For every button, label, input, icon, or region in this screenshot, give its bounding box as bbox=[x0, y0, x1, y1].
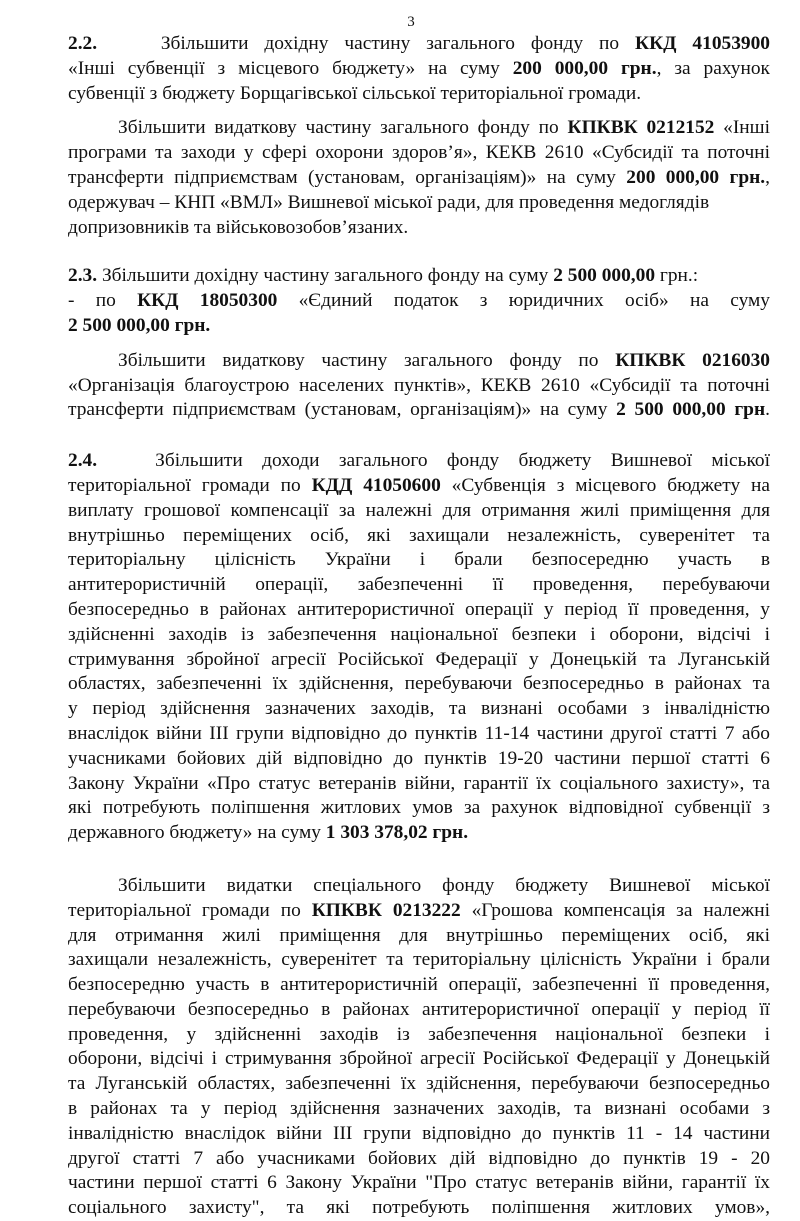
text-line: безпосередньо в районах антитерористичної операції у період її проведення, у bbox=[68, 598, 770, 620]
text-line: територіальної громади по КДД 41050600 «Субвенція з місцевого бюджету на bbox=[68, 474, 770, 496]
text-line: перебуваючи безпосередньо в районах антитерористичної операції у період її bbox=[68, 998, 770, 1020]
text-line: «Організація благоустрою населених пунктів», КЕКВ 2610 «Субсидії та поточні bbox=[68, 374, 770, 396]
text-line: учасниками бойових дій відповідно до пунктів 19-20 частини першої статті 6 bbox=[68, 747, 770, 769]
amount: 2 500 000,00 грн. bbox=[68, 314, 211, 336]
section-2-3 bbox=[68, 264, 770, 423]
text-line: антитерористичній операції, забезпеченні її проведення, перебуваючи bbox=[68, 574, 770, 596]
text-line: частини першої статті 6 Закону України "Про статус ветеранів війни, гарантії їх bbox=[68, 1172, 770, 1194]
budget-code: КДД 41050600 bbox=[311, 474, 441, 496]
section-number: 2.3. bbox=[68, 265, 98, 287]
text-line: в районах та у період здійснення зазначених заходів, та визнані особами з bbox=[68, 1098, 770, 1120]
text-line: та Луганській областях, забезпеченні їх здійснення, перебуваючи безпосередньо bbox=[68, 1073, 770, 1095]
text-line: областях, забезпеченні їх здійснення, перебуваючи безпосередньо в районах та bbox=[68, 673, 770, 695]
amount: 200 000,00 грн. bbox=[512, 57, 657, 79]
text-line: виплату грошової компенсації за належні для отримання жилі приміщення для bbox=[68, 499, 770, 521]
budget-code: ККД 41053900 bbox=[635, 33, 770, 54]
budget-code: ККД 18050300 bbox=[137, 290, 278, 312]
budget-code: КПКВК 0216030 bbox=[615, 349, 770, 371]
text-line: 2.2. Збільшити дохідну частину загального фонду по ККД 41053900 bbox=[68, 33, 770, 54]
text-line: Збільшити видаткову частину загального фонду по КПКВК 0216030 bbox=[118, 349, 770, 371]
text-line: програми та заходи у сфері охорони здоров’я», КЕКВ 2610 «Субсидії та поточні bbox=[68, 142, 770, 164]
budget-code: КПКВК 0212152 bbox=[567, 117, 715, 139]
section-number: 2.2. bbox=[68, 33, 98, 54]
text-line: 2.4. Збільшити доходи загального фонду бюджету Вишневої міської bbox=[68, 450, 770, 472]
section-2-4 bbox=[68, 449, 770, 846]
text-line: територіальної громади по КПКВК 0213222 «Грошова компенсація за належні bbox=[68, 899, 770, 921]
text-line: трансферти підприємствам (установам, організаціям)» на суму 2 500 000,00 грн. bbox=[68, 399, 770, 421]
text-line bbox=[68, 314, 770, 339]
text-line: стримування збройної агресії Російської Федерації у Донецькій та Луганській bbox=[68, 648, 770, 670]
amount: 2 500 000,00 грн bbox=[616, 399, 766, 421]
text-line: у період здійснення зазначених заходів, та визнані особами з інвалідністю bbox=[68, 698, 770, 720]
text-line: захищали незалежність, суверенітет та територіальну цілісність України і брали bbox=[68, 949, 770, 971]
text-line: одержувач – КНП «ВМЛ» Вишневої міської ради, для проведення медоглядів bbox=[68, 191, 710, 213]
text-line: внутрішньо переміщених осіб, які захищали незалежність, суверенітет та bbox=[68, 524, 770, 546]
text-line: субвенції з бюджету Борщагівської сільської територіальної громади. bbox=[68, 82, 642, 104]
text-line: другої статті 7 або учасниками бойових дій відповідно до пунктів 19 - 20 bbox=[68, 1147, 770, 1169]
text-line: які потребують поліпшення житлових умов за рахунок відповідної субвенції з bbox=[68, 797, 770, 819]
text-line: здійсненні заходів із забезпечення національної безпеки і оборони, відсічі і bbox=[68, 623, 770, 645]
text-line: Збільшити видатки спеціального фонду бюджету Вишневої міської bbox=[118, 874, 770, 896]
text-line: територіальну цілісність України і брали безпосередню участь в bbox=[68, 549, 770, 571]
text-line: Збільшити видаткову частину загального фонду по КПКВК 0212152 «Інші bbox=[118, 117, 770, 139]
page-number: 3 bbox=[407, 14, 415, 30]
text-line: внаслідок війни ІІІ групи відповідно до пунктів 11-14 частини другої статті 7 або bbox=[68, 722, 770, 744]
amount: 1 303 378,02 грн. bbox=[325, 822, 469, 844]
text-line: - по ККД 18050300 «Єдиний податок з юридичних осіб» на суму bbox=[68, 290, 770, 312]
text-line: трансферти підприємствам (установам, організаціям)» на суму 200 000,00 грн., bbox=[68, 166, 770, 188]
section-number: 2.4. bbox=[68, 450, 98, 472]
text-line: для отримання жилі приміщення для внутрішньо переміщених осіб, які bbox=[68, 924, 770, 946]
section-2-4-expenses bbox=[68, 874, 770, 1221]
text-line: 2.3. Збільшити дохідну частину загального фонду на суму 2 500 000,00 грн.: bbox=[68, 265, 699, 287]
text-line: Закону України «Про статус ветеранів війни, гарантії їх соціального захисту», та bbox=[68, 772, 770, 794]
text-line: державного бюджету» на суму 1 303 378,02 грн. bbox=[68, 822, 469, 844]
section-2-2 bbox=[68, 32, 770, 240]
text-line: допризовників та військовозобов’язаних. bbox=[68, 216, 409, 238]
text-line: «Інші субвенції з місцевого бюджету» на суму 200 000,00 грн., за рахунок bbox=[68, 57, 770, 79]
text-line: соціального захисту", та які потребують поліпшення житлових умов», bbox=[68, 1197, 770, 1219]
amount: 200 000,00 грн. bbox=[626, 166, 766, 188]
budget-code: КПКВК 0213222 bbox=[311, 899, 461, 921]
text-line: безпосередню участь в антитерористичній операції, забезпеченні її проведення, bbox=[68, 974, 770, 996]
amount: 2 500 000,00 bbox=[553, 265, 656, 287]
text-line: оборони, відсічі і стримування збройної агресії Російської Федерації у Донецькій bbox=[68, 1048, 770, 1070]
text-line: інвалідністю внаслідок війни ІІІ групи відповідно до пунктів 11 - 14 частини bbox=[68, 1122, 770, 1144]
text-line: проведення, у здійсненні заходів із забезпечення національної безпеки і bbox=[68, 1023, 770, 1045]
